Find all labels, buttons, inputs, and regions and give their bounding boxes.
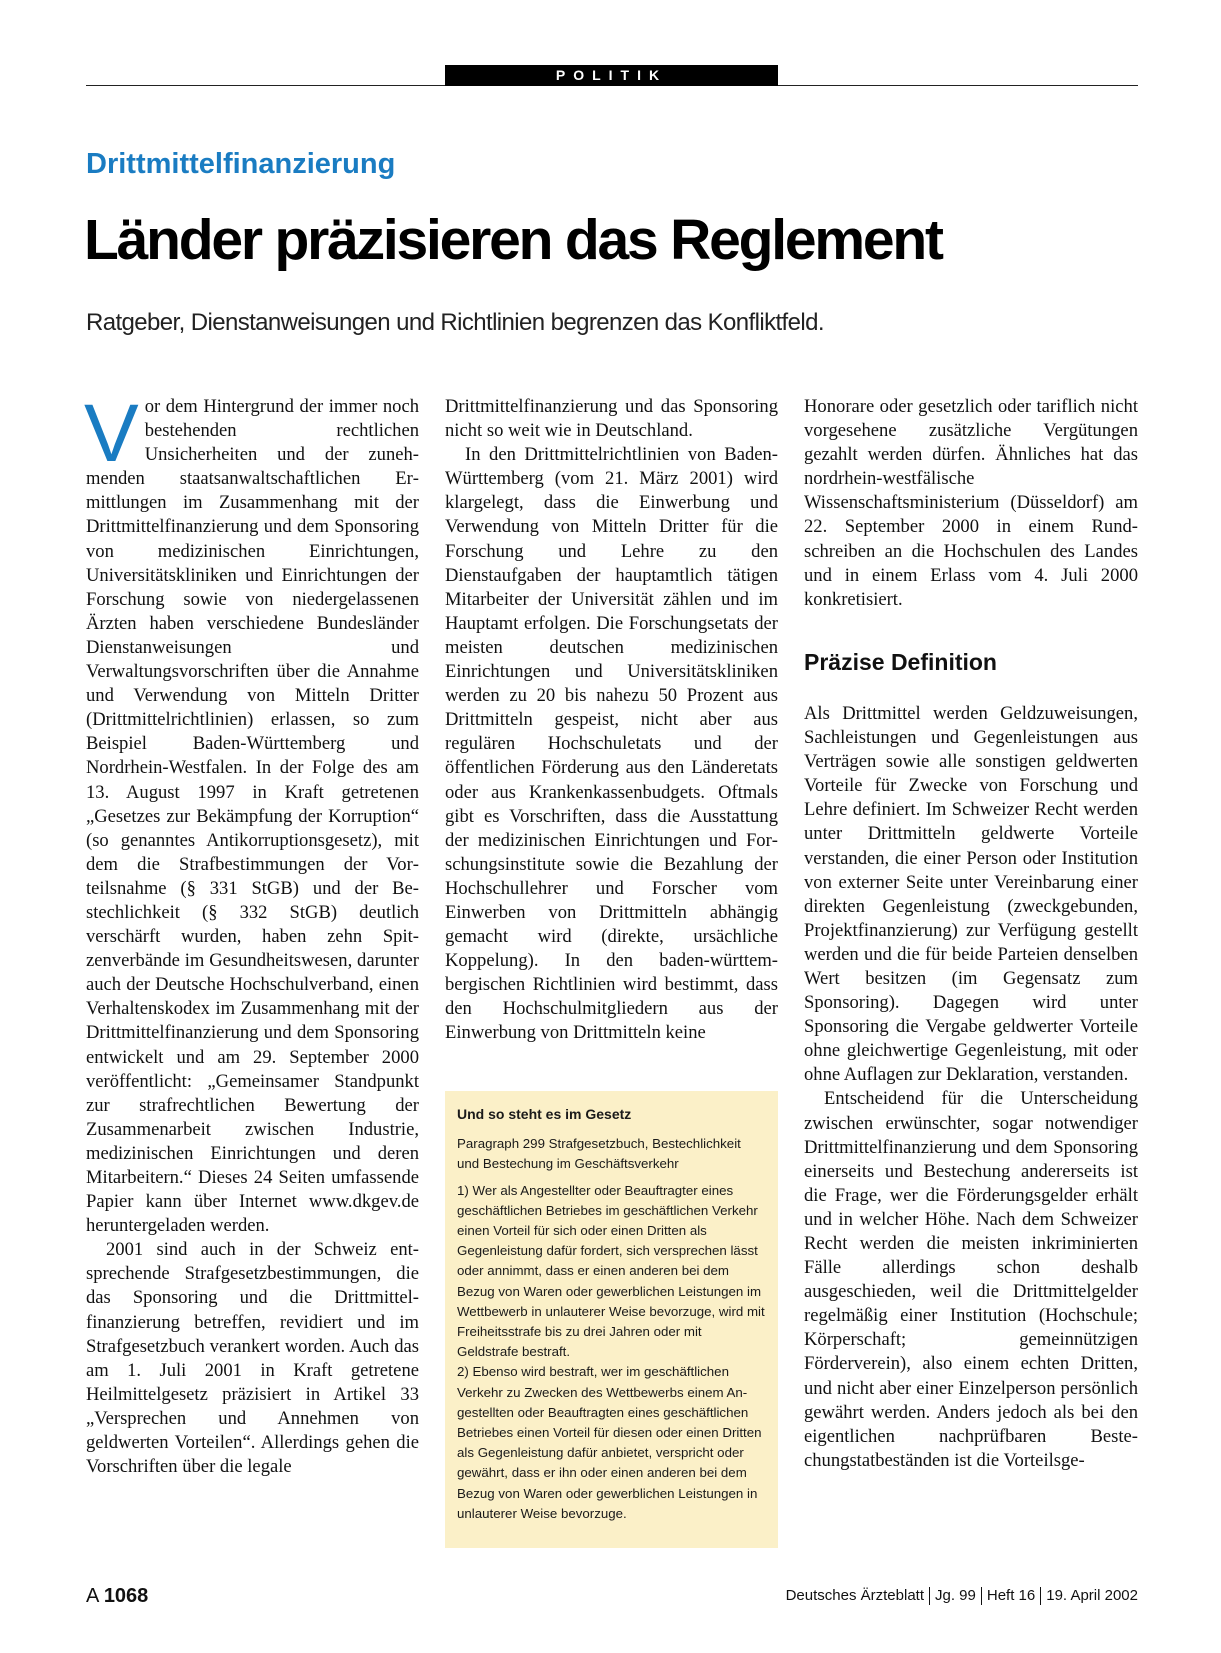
column-3 bbox=[804, 395, 1138, 1473]
section-label: POLITIK bbox=[445, 65, 778, 86]
paragraph: 2001 sind auch in der Schweiz entsprechende Strafgesetzbestimmungen, die das Sponsoring und die Drittmittelfinanzierung betreffen, revidiert und im Strafgesetzbuch verankert worden. Auch das am 1. Juli 2001 in Kraft getretene Heilmittelgesetz präzisiert in Artikel 33 „Versprechen und Annehmen von geldwerten Vorteilen“. Allerdings gehen die Vorschriften über die legale bbox=[86, 1239, 419, 1478]
issue: Heft 16 bbox=[986, 1587, 1036, 1604]
issue-date: 19. April 2002 bbox=[1046, 1587, 1138, 1604]
paragraph: Entscheidend für die Unterscheidung zwischen erwünschter, sogar notwendiger Drittmittelfinanzierung und dem Sponsoring einerseits und Bestechung andererseits ist die Frage, wer die Förderungsgelder erhält und in welcher Höhe. Nach dem Schweizer Recht werden die meisten inkriminierten Fälle allerdings schon deshalb ausgeschieden, weil die Drittmittelgelder regelmäßig einer Institution (Hochschule; Körperschaft; gemeinnützigen Förderverein), also einem echten Dritten, und nicht aber einer Einzelperson persönlich gewährt werden. Anders jedoch als bei den eigentlichen nachprüfbaren Bestechungstatbeständen ist die Vorteilsge- bbox=[804, 1088, 1138, 1471]
kicker: Drittmittelfinanzierung bbox=[86, 148, 396, 180]
headline: Länder präzisieren das Reglement bbox=[84, 208, 942, 272]
paragraph: Drittmittelfinanzierung und das Sponsoring nicht so weit wie in Deutschland. bbox=[445, 396, 778, 442]
info-box-paragraph: 1) Wer als Angestellter oder Beauftragter eines geschäftlichen Betriebes im geschäftlichen Verkehr einen Vorteil für sich oder einen Dritten als Gegenleistung dafür fordert, sich versprechen lässt oder annimmt, dass er einen anderen bei dem Bezug von Waren oder gewerblichen Leistungen im Wettbewerb in unlauterer Weise bevorzuge, wird mit Freiheitsstrafe bis zu drei Jahren oder mit Geldstrafe bestraft. bbox=[457, 1182, 765, 1360]
info-box-subtitle: Paragraph 299 Strafgesetzbuch, Bestechlichkeit und Bestechung im Geschäftsverkehr bbox=[457, 1136, 741, 1172]
section-heading: Präzise Definition bbox=[804, 648, 997, 675]
info-box bbox=[445, 1091, 778, 1548]
paragraph: Als Drittmittel werden Geldzuweisungen, Sachleistungen und Gegenleistungen aus Verträgen sowie alle sonstigen geldwerten Vorteile für Zwecke von Forschung und Lehre definiert. Im Schweizer Recht werden unter Drittmitteln geldwerte Vorteile verstanden, die einer Person oder Institution von externer Seite unter Vereinbarung einer direkten Gegenleistung (zweckgebunden, Projektfinanzierung) zur Verfügung gestellt werden und die für beide Parteien denselben Wert besitzen (im Gegensatz zum Sponsoring). Dagegen wird unter Sponsoring die Vergabe geldwerter Vorteile ohne gleichwertige Gegenleistung, mit oder ohne Auflagen zur Deklaration, verstanden. bbox=[804, 702, 1138, 1086]
volume: Jg. 99 bbox=[935, 1587, 976, 1604]
journal-name: Deutsches Ärzteblatt bbox=[785, 1587, 924, 1604]
page-prefix: A bbox=[86, 1585, 99, 1607]
publication-info bbox=[786, 1587, 1138, 1605]
paragraph-text: or dem Hintergrund der immer noch bestehenden rechtlichen Unsicherheiten und der zunehmenden staatsanwaltschaftlichen Ermittlungen im Zusammenhang mit der Drittmittelfinanzierung und dem Sponsoring von medizinischen Einrichtungen, Universitätskliniken und Einrichtungen der Forschung sowie von niedergelassenen Ärzten haben verschiedene Bundesländer Dienstanweisungen und Verwaltungsvorschriften über die Annahme und Verwendung von Mitteln Dritter (Drittmittelrichtlinien) erlassen, so zum Beispiel Baden-Württemberg und Nordrhein-Westfalen. In der Folge des am 13. August 1997 in Kraft getretenen „Gesetzes zur Bekämpfung der Korruption“ (so genanntes Antikorruptionsgesetz), mit dem die Strafbestimmungen der Vorteilsnahme (§ 331 StGB) und der Bestechlichkeit (§ 332 StGB) deutlich verschärft wurden, haben zehn Spitzenverbände im Gesundheitswesen, darunter auch der Deutsche Hochschulverband, einen Verhaltenskodex im Zusammenhang mit der Drittmittelfinanzierung und dem Sponsoring entwickelt und am 29. September 2000 veröffentlicht: „Gemeinsamer Standpunkt zur strafrechtlichen Bewertung der Zusammenarbeit zwischen Industrie, medizinischen Einrichtungen und deren Mitarbeitern.“ Dieses 24 Seiten umfassende Papier kann über Internet www.dkgev.de heruntergeladen werden. bbox=[86, 396, 419, 1237]
divider bbox=[981, 1587, 982, 1605]
info-box-title: Und so steht es im Gesetz bbox=[457, 1106, 632, 1122]
paragraph: In den Drittmittelrichtlinien von Baden-Württemberg (vom 21. März 2001) wird klargelegt, dass die Einwerbung und Verwendung von Mitteln Dritter für die Forschung und Lehre zu den Dienstaufgaben der hauptamtlich tätigen Mitarbeiter der Universität zählen und im Hauptamt erfolgen. Die Forschungsetats der meisten deutschen medizinischen Einrichtungen und Universitätskliniken werden zu 20 bis nahezu 50 Prozent aus Drittmitteln gespeist, nicht aber aus regulären Hochschuletats und der öffentlichen Förderung aus den Länderetats oder aus Krankenkassenbudgets. Oftmals gibt es Vorschriften, dass die Ausstattung der medizinischen Einrichtungen und Forschungsinstitute sowie die Bezahlung der Hochschullehrer und Forscher vom Einwerben von Drittmitteln abhängig gemacht wird (direkte, ursächliche Koppelung). In den baden-württembergischen Richtlinien wird bestimmt, dass den Hochschulmitgliedern aus der Einwerbung von Drittmitteln keine bbox=[445, 444, 778, 1044]
column-1 bbox=[84, 388, 419, 1479]
info-box-paragraph: 2) Ebenso wird bestraft, wer im geschäftlichen Verkehr zu Zwecken des Wettbewerbs einem Angestellten oder Beauftragten eines geschäftlichen Betriebes einen Vorteil für diesen oder einen Dritten als Gegenleistung dafür anbietet, verspricht oder gewährt, dass er ihn oder einen anderen bei dem Bezug von Waren oder gewerblichen Leistungen in unlauterer Weise bevorzuge. bbox=[457, 1364, 762, 1521]
paragraph bbox=[84, 388, 419, 1238]
subheadline: Ratgeber, Dienstanweisungen und Richtlinien begrenzen das Konfliktfeld. bbox=[86, 309, 824, 336]
drop-cap: V bbox=[84, 388, 139, 479]
divider bbox=[929, 1587, 930, 1605]
column-2 bbox=[445, 395, 778, 1046]
divider bbox=[1040, 1587, 1041, 1605]
page-number bbox=[86, 1585, 148, 1608]
page-number-value: 1068 bbox=[103, 1585, 149, 1607]
paragraph: Honorare oder gesetzlich oder tariflich nicht vorgesehene zusätzliche Vergütungen gezahlt werden dürfen. Ähnliches hat das nordrhein-westfälische Wissenschaftsministerium (Düsseldorf) am 22. September 2000 in einem Rundschreiben an die Hochschulen des Landes und in einem Erlass vom 4. Juli 2000 konkretisiert. bbox=[804, 396, 1138, 610]
